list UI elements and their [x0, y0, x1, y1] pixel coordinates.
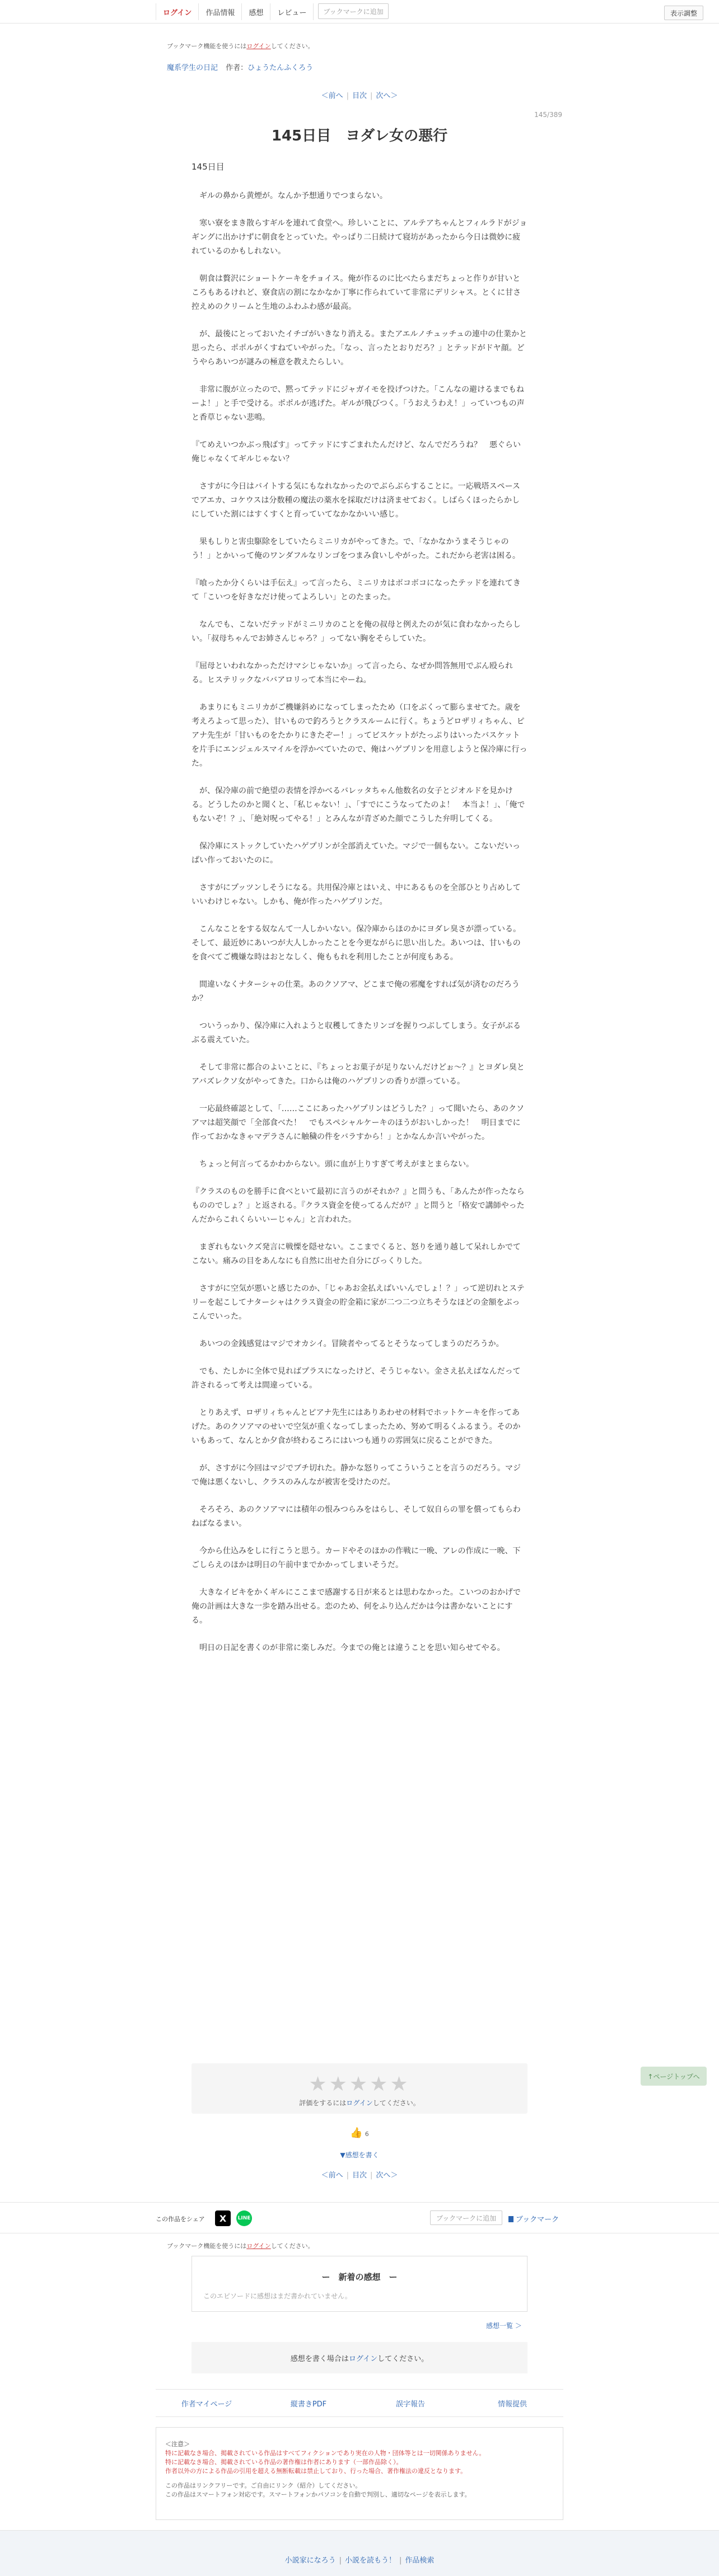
- reviews-list-link[interactable]: 感想一覧 ＞: [486, 2322, 522, 2330]
- body-paragraph: さすがに今日はバイトする気にもなれなかったのでぶらぶらすることに。一応戦塔スペースでアエカ、コケウスは分数種の魔法の薬水を採取だけは済ませておく。しばらくほったらかしにしていた割にはすくすくと育っていてなかなかいい感じ。: [192, 482, 520, 519]
- footer: [0, 2530, 719, 2576]
- chapter-title: 145日目 ヨダレ女の悪行: [271, 128, 448, 144]
- body-paragraph: ギルの鼻から黄煙が。なんか予想通りでつまらない。: [192, 191, 387, 200]
- reviews-box: [192, 2256, 527, 2312]
- chapter-subheading: 145日目: [192, 162, 225, 172]
- author-link[interactable]: ひょうたんふくろう: [248, 64, 314, 72]
- body-paragraph: 今から仕込みをしに行こうと思う。カードやそのほかの作戦に一晩、アレの作成に一晩、下ごしらえのほかは明日の午前中までかかってしまいそうだ。: [192, 1547, 521, 1570]
- body-paragraph: 間違いなくナターシャの仕業。あのクソアマ、どこまで俺の邪魔をすれば気が済むのだろうか？: [192, 980, 520, 1003]
- top-nav: [0, 0, 719, 24]
- pager-top: ＜前へ | 目次 | 次へ＞: [321, 92, 398, 100]
- body-paragraph: 朝食は贅沢にショートケーキをチョイス。俺が作るのに比べたらまだちょっと作りが甘いところもあるけれど、寮食店の割になかなか丁寧に作られていて非常にデリシャス。とくに甘さ控えめのクリームと生地のふわふわ感が最高。: [192, 274, 521, 311]
- line-share-icon[interactable]: LINE: [236, 2210, 252, 2226]
- login-tab[interactable]: ログイン: [156, 3, 199, 20]
- body-paragraph: 一応最終確認として、「……ここにあったハゲプリンはどうした？」って聞いたら、あのクソアマは超笑顔で「全部食べた！ でもスペシャルケーキのほうがおいしかった！ 明日までに作っておかなきゃマデラさんに触穢の件をバラすから！」とかなんか言いやがった。: [192, 1104, 525, 1141]
- body-paragraph: なんでも、こないだテッドがミニリカのことを俺の叔母と例えたのが気に食わなかったらしい。「叔母ちゃんでお姉さんじゃろ？」ってない胸をそらしていた。: [192, 620, 521, 643]
- bottom-links: [156, 2389, 563, 2417]
- series-title-link[interactable]: 魔系学生の日記: [167, 64, 218, 72]
- login-link[interactable]: ログイン: [246, 43, 271, 50]
- author-page-link[interactable]: 作者マイページ: [181, 2400, 232, 2409]
- body-paragraph: 『クラスのものを勝手に食べといて最初に言うのがそれか？』と問うも、「あんたが作ったならもののでしょ？」と返される。『クラス資金を使ってるんだが？』と問うと「格安で講師やったんだからこれくらいいーじゃん」と言われた。: [192, 1187, 525, 1224]
- bookmark-link[interactable]: ブックマーク: [508, 2213, 559, 2224]
- body-paragraph: 寒い寮をまき散らすギルを連れて食堂へ。珍しいことに、アルテアちゃんとフィルラドがジョギングに出かけずに朝食をとっていた。やっぱり二日続けて寝坊があったから今日は微妙に疲れているのかもしれない。: [192, 219, 527, 256]
- body-paragraph: さすがにプッツンしそうになる。共用保冷庫とはいえ、中にあるものを全部ひとり占めしていいわけじゃない。しかも、俺が作ったハゲプリンだ。: [192, 883, 521, 906]
- body-paragraph: 果もしりと害虫駆除をしていたらミニリカがやってきた。で、「なかなかうまそうじゃのう！」とかいって俺のワンダフルなリンゴをつまみ食いしやがった。これだから老害は困る。: [192, 537, 520, 560]
- rating-note: 評価をするにはログインしてください。: [299, 2099, 420, 2107]
- like-button[interactable]: [0, 2127, 719, 2139]
- display-settings-button[interactable]: 表示調整: [664, 6, 703, 20]
- footer-link-search[interactable]: 作品検索: [405, 2556, 435, 2565]
- body-paragraph: が、さすがに今回はマジでブチ切れた。静かな怒りってこういうことを言うのだろう。マジで俺は悪くないし、クラスのみんなが被害を受けたのだ。: [192, 1464, 521, 1487]
- reviews-empty: このエピソードに感想はまだ書かれていません。: [203, 2292, 352, 2300]
- footer-link-yomou[interactable]: 小説を読もう！: [344, 2556, 396, 2565]
- info-report-link[interactable]: 情報提供: [497, 2400, 527, 2409]
- body-paragraph: そして非常に都合のよいことに、『ちょっとお菓子が足りないんだけどぉ〜？』とヨダレ臭とアバズレクソ女がやってきた。口からは俺のハゲプリンの香りが漂っている。: [192, 1063, 525, 1086]
- write-review-link[interactable]: ▼感想を書く: [340, 2151, 379, 2159]
- body-paragraph: 『喰ったか分くらいは手伝え』って言ったら、ミニリカはボコボコになったテッドを連れてきて「こいつを好きなだけ使ってよろしい」とのたまった。: [192, 579, 521, 602]
- tab-work-info[interactable]: 作品情報: [199, 3, 242, 20]
- body-paragraph: ついうっかり、保冷庫に入れようと収穫してきたリンゴを握りつぶしてしまう。女子がぶるぶる震えていた。: [192, 1022, 521, 1045]
- write-review-login-link[interactable]: ログイン: [348, 2354, 378, 2363]
- body-paragraph: とりあえず、ロザリィちゃんとピアナ先生にはありあわせの材料でホットケーキを作ってあげた。あのクソアマのせいで空気が重くなってしまったため、努めて明るくふるまう。そのかいもあって、なんとか夕食が終わるころにはいつも通りの雰囲気に戻ることができた。: [192, 1408, 521, 1445]
- chapter-body: [192, 189, 527, 1669]
- like-count: 6: [365, 2130, 369, 2138]
- body-paragraph: あまりにもミニリカがご機嫌斜めになってしまったため（口をぶくって膨らませてた。歳を考えろよって思った）、甘いもので釣ろうとクラスルームに行く。ちょうどロザリィちゃん、ピアナ先生が「甘いものをたかりにきたぞー！」ってビスケットがたっぷりはいったバスケットを片手にエンジェルスマイルを浮かべていたので、俺はハゲプリンを用意しようと保冷庫に行った。: [192, 703, 527, 768]
- pager-bottom: ＜前へ | 目次 | 次へ＞: [321, 2171, 398, 2180]
- body-paragraph: まぎれもないクズ発言に戦慄を隠せない。ここまでくると、怒りを通り越して呆れしかでてこない。痛みの目をあんなにも自然に出せた自分にびっくりした。: [192, 1243, 521, 1266]
- body-paragraph: あいつの金銭感覚はマジでオカシイ。冒険者やってるとそうなってしまうのだろうか。: [192, 1339, 504, 1348]
- vertical-pdf-link[interactable]: 縦書きPDF: [290, 2400, 327, 2409]
- login-link-bottom[interactable]: ログイン: [246, 2242, 271, 2250]
- prev-link[interactable]: ＜前へ: [321, 92, 343, 100]
- footer-link-narou[interactable]: 小説家になろう: [284, 2556, 336, 2565]
- x-share-icon[interactable]: X: [215, 2210, 231, 2226]
- body-paragraph: 『屈母といわれなかっただけマシじゃないか』って言ったら、なぜか問答無用でぶん殴られる。ヒステリックなババアロリって本当にやーね。: [192, 662, 513, 685]
- rating-box: [192, 2063, 527, 2114]
- page-number: 145/389: [534, 111, 562, 119]
- breadcrumb: 魔系学生の日記 作者：ひょうたんふくろう: [167, 64, 314, 72]
- rating-stars[interactable]: ★★★★★: [309, 2073, 410, 2096]
- tab-impressions[interactable]: 感想: [242, 3, 270, 20]
- body-paragraph: が、最後にとっておいたイチゴがいきなり消える。またアエルノチュッチュの連中の仕業かと思ったら、ポポルがくすねていやがった。「なっ、言ったとおりだろ？」とテッドがドヤ顔。どうやらあいつが謎みの極意を教えたらしい。: [192, 330, 527, 367]
- top-nav-tabs: [156, 3, 389, 20]
- thumbs-up-icon: 👍: [350, 2127, 363, 2139]
- bookmark-notice-bottom: ブックマーク機能を使うにはログインしてください。: [167, 2242, 314, 2250]
- body-paragraph: が、保冷庫の前で絶望の表情を浮かべるバレッタちゃん他数名の女子とジオルドを見かける。どうしたのかと聞くと、「私じゃない！」、「すでにこうなってたのよ！ 本当よ！」、「俺でもないぞ！？」、「絶対呪ってやる！」とみんなが青ざめた顔でこうした弁明してくる。: [192, 786, 525, 823]
- page-top-button[interactable]: ↑ページトップへ: [641, 2067, 707, 2086]
- next-link-bottom[interactable]: 次へ＞: [376, 2171, 398, 2180]
- add-bookmark-button[interactable]: ブックマークに追加: [318, 3, 388, 19]
- footer-links: 小説家になろう | 小説を読もう！ | 作品検索: [284, 2556, 435, 2565]
- body-paragraph: 明日の日記を書くのが非常に楽しみだ。今までの俺とは違うことを思い知らせてやる。: [192, 1643, 505, 1652]
- rating-login-link[interactable]: ログイン: [346, 2099, 373, 2107]
- toc-link[interactable]: 目次: [352, 92, 367, 100]
- tab-reviews[interactable]: レビュー: [270, 3, 314, 20]
- body-paragraph: そろそろ、あのクソアマには積年の恨みつらみをはらし、そして奴自らの罪を償ってもらわねばなるまい。: [192, 1505, 521, 1528]
- bookmark-icon: [508, 2216, 513, 2222]
- body-paragraph: 『てめえいつかぶっ飛ばす』ってテッドにすごまれたんだけど、なんでだろうね？ 悪ぐらい俺じゃなくてギルじゃない？: [192, 441, 521, 463]
- typo-report-link[interactable]: 誤字報告: [395, 2400, 425, 2409]
- add-bookmark-button-bottom[interactable]: ブックマークに追加: [430, 2210, 502, 2225]
- body-paragraph: 大きなイビキをかくギルにここまで感謝する日が来るとは思わなかった。こいつのおかげで俺の計画は大きな一歩を踏み出せる。恋のため、何をふり込んだかは今は書かないことにする。: [192, 1588, 521, 1625]
- body-paragraph: 非常に腹が立ったので、黙ってテッドにジャガイモを投げつけた。「こんなの避けるまでもねーよ！」と手で受ける。ポポルが逃げた。ギルが飛びつく。「うおえうわえ！」っていつもの声と香草じゃない悲鳴。: [192, 385, 525, 422]
- toc-link-bottom[interactable]: 目次: [352, 2171, 367, 2180]
- caution-box: ＜注意＞ 特に記載なき場合、掲載されている作品はすべてフィクションであり実在の人物・団体等とは一切関係ありません。 特に記載なき場合、掲載されている作品の著作権は作者にあります（一部作品除く）。 作者以外の方による作品の引用を超える無断転載は禁止しており、行った場合、著作権法の違反となります。 この作品はリンクフリーです。ご自由にリンク（紹介）してください。 この作品はスマートフォン対応です。スマートフォンかパソコンを自動で判別し、適切なページを表示します。: [156, 2427, 563, 2520]
- body-paragraph: こんなことをする奴なんて一人しかいない。保冷庫からほのかにヨダレ臭さが漂っている。そして、最近妙にあいつが大人しかったことを今更ながらに思い出した。あいつは、甘いものを食べてご機嫌な時はおとなしく、俺ももれを利用したことが何度もある。: [192, 925, 521, 962]
- next-link[interactable]: 次へ＞: [376, 92, 398, 100]
- body-paragraph: ちょっと何言ってるかわからない。頭に血が上りすぎて考えがまとまらない。: [192, 1160, 474, 1169]
- body-paragraph: さすがに空気が悪いと感じたのか、「じゃあお金払えばいいんでしょ！？」って逆切れとステリーを起こしてナターシャはクラス資金の貯金箱に家が二つ二つ立ちそうなほどの金額をぶっこんでいった。: [192, 1284, 525, 1321]
- bookmark-notice: ブックマーク機能を使うにはログインしてください。: [167, 43, 314, 50]
- share-label: この作品をシェア: [156, 2216, 205, 2223]
- write-review-box: 感想を書く場合は ログイン してください。: [192, 2342, 527, 2373]
- share-bar: [0, 2202, 719, 2233]
- body-paragraph: でも、たしかに全体で見ればプラスになったけど、そうじゃない。金さえ払えばなんだって許されるって考えは間違っている。: [192, 1367, 521, 1390]
- prev-link-bottom[interactable]: ＜前へ: [321, 2171, 343, 2180]
- body-paragraph: 保冷庫にストックしていたハゲプリンが全部消えていた。マジで一個もない。こないだいっぱい作っておいたのに。: [192, 842, 521, 865]
- reviews-heading: ー 新着の感想 ー: [321, 2272, 398, 2282]
